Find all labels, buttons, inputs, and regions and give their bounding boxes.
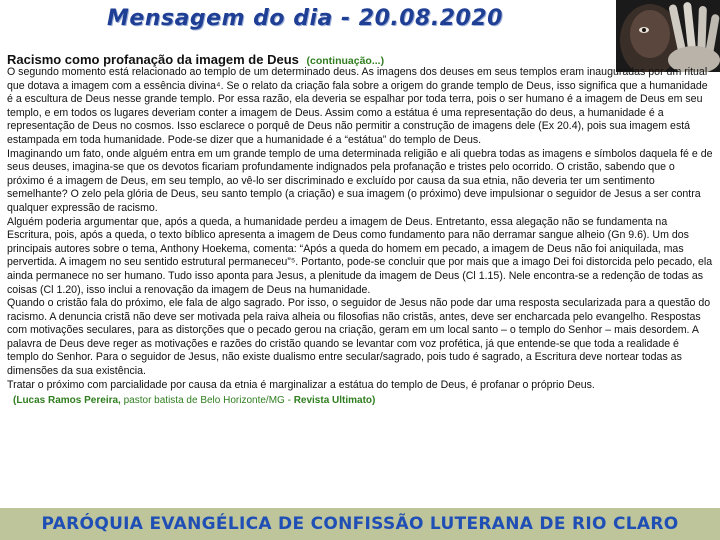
author-source: Revista Ultimato) xyxy=(293,395,376,407)
page-title: Mensagem do dia - 20.08.2020 xyxy=(107,6,503,31)
paragraph-2: Imaginando um fato, onde alguém entra em um grande templo de uma determinada religião e ali quebra todas as imagens e símbolos daquela fé e de seus deuses, imagina-se que os devotos ficariam profundamente indignados pela profanação e tristes pelo ocorrido. O cristão, sabendo que o próximo é a imagem de Deus, em seu templo, ao vê-lo ser discriminado e excluído por causa da sua etnia, não deveria ter um sentimento semelhante? O zelo pela glória de Deus, seu santo templo (a criação) e sua imagem (o próximo) deve impulsionar o seguidor de Jesus a ser contra qualquer expressão de racismo. xyxy=(7,147,713,214)
footer-banner xyxy=(0,508,720,540)
article-title: Racismo como profanação da imagem de Deus xyxy=(7,52,299,67)
footer-text: PARÓQUIA EVANGÉLICA DE CONFISSÃO LUTERANA DE RIO CLARO xyxy=(41,514,679,534)
paragraph-3: Alguém poderia argumentar que, após a queda, a humanidade perdeu a imagem de Deus. Entretanto, essa alegação não se fundamenta na Escritura, pois, após a queda, o texto bíblico apresenta a imagem de Deus como fundamento para não derramar sangue alheio (Gn 9.6). Um dos principais autores sobre o tema, Anthony Hoekema, comenta: “Após a queda do homem em pecado, a imagem de Deus não foi aniquilada, mas pervertida. A imagem no seu sentido estrutural permaneceu”⁵. Portanto, pode-se concluir que por mais que a imago Dei foi distorcida pelo pecado, ela ainda permanece no ser humano. Tudo isso aponta para Jesus, a plenitude da imagem de Deus (Cl 1.15). Nele encontra-se a redenção de todas as coisas (Cl 1.20), isso inclui a renovação da imagem de Deus na humanidade. xyxy=(7,215,713,296)
article-heading xyxy=(7,52,384,67)
author-credit xyxy=(13,394,713,408)
author-name: (Lucas Ramos Pereira, xyxy=(13,395,121,407)
author-role: pastor batista de Belo Horizonte/MG - xyxy=(120,395,294,407)
header-photo xyxy=(616,0,720,72)
paragraph-1: O segundo momento está relacionado ao templo de um determinado deus. As imagens dos deuses em seus templos eram inauguradas por um ritual que dotava a imagem com a essência divina⁴. Se o relato da criação fala sobre a origem do grande templo de Deus, isso significa que a humanidade é a escultura de Deus nesse grande templo. Por essa razão, ela deveria se espalhar por toda terra, pois o ser humano é a imagem de Deus em seu templo, e em todos os lugares deveriam conter a imagem de Deus. Assim como a estátua é uma representação do deus, a humanidade é a representação de Deus no cosmos. Isso esclarece o porquê de Deus não permitir a construção de imagens dele (Ex 20.4), pois sua imagem está estampada em toda humanidade. Pode-se dizer que a humanidade é a “estátua” do templo de Deus. xyxy=(7,66,708,146)
paragraph-5: Tratar o próximo com parcialidade por causa da etnia é marginalizar a estátua do templo de Deus, é profanar o próprio Deus. xyxy=(7,378,595,391)
article-body xyxy=(7,66,713,408)
continuation-label: (continuação...) xyxy=(306,55,385,67)
paragraph-4: Quando o cristão fala do próximo, ele fala de algo sagrado. Por isso, o seguidor de Jesus não pode dar uma resposta secularizada para a questão do racismo. A denuncia cristã não deve ser motivada pela raiva alheia ou filosofias não cristãs, antes, deve ser encharcada pelo evangelho. Respostas com motivações seculares, para as distorções que o pecado gerou na criação, geram em um local santo – o templo do Senhor – mais desordem. A palavra de Deus deve reger as motivações e razões do cristão quando se levantar com voz profética, já que entende-se que toda a realidade é templo do Senhor. Para o seguidor de Jesus, não existe dualismo entre secular/sagrado, pois tudo é sagrado, a Escritura deve nortear todas as dimensões da sua existência. xyxy=(7,297,711,378)
face-hand-image xyxy=(616,0,720,72)
